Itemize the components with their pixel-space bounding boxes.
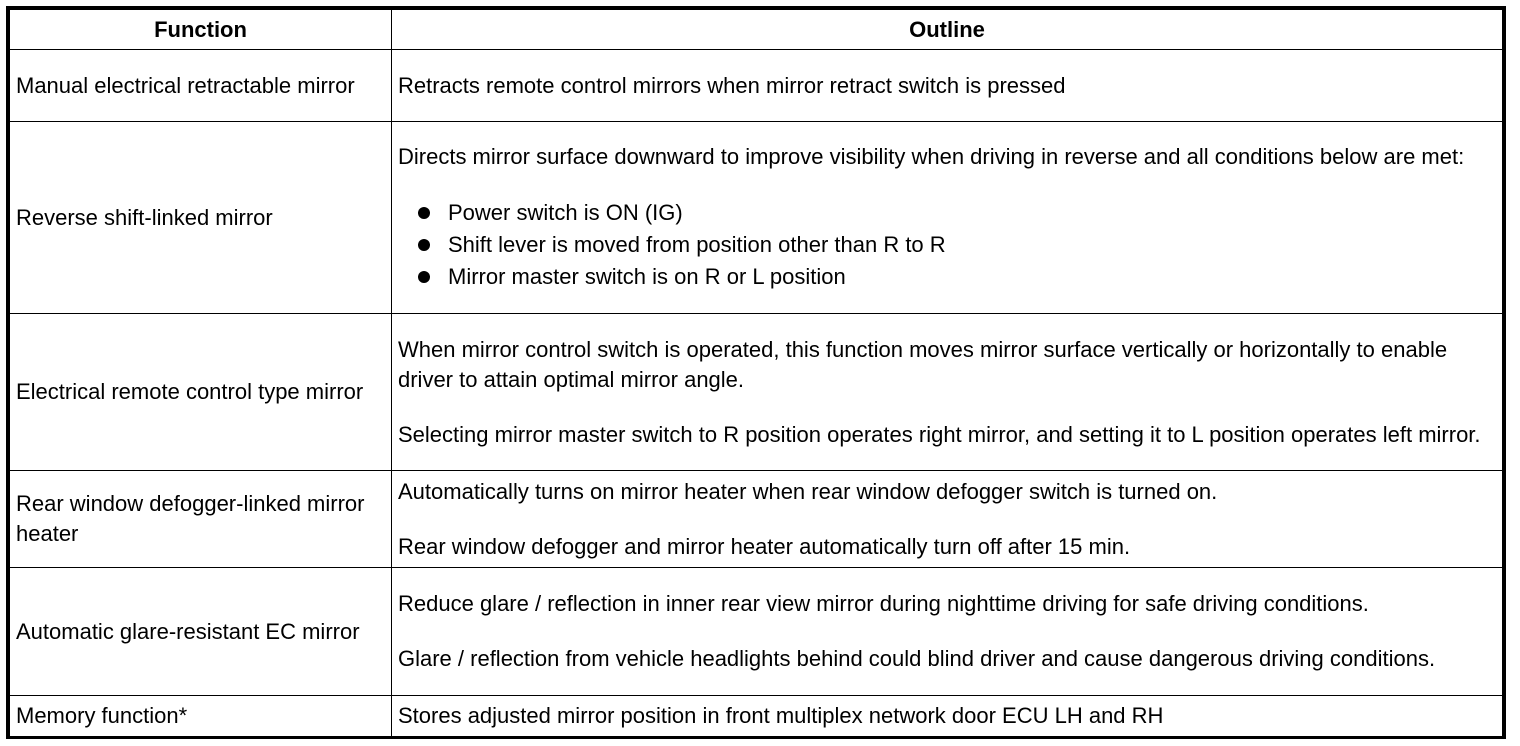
table-row [10,50,1503,122]
list-item-text: Shift lever is moved from position other than R to R [448,232,946,257]
table-row [10,122,1503,314]
bullet-icon [418,207,430,219]
outline-cell [392,314,1503,471]
function-cell: Reverse shift-linked mirror [10,122,392,314]
outline-cell [392,568,1503,696]
outline-text: Rear window defogger and mirror heater automatically turn off after 15 min. [398,533,1131,559]
table-row [10,471,1503,568]
outline-text: When mirror control switch is operated, this function moves mirror surface vertically or horizontally to enable driver to attain optimal mirror angle. [398,336,1448,392]
outline-cell [392,122,1503,314]
function-cell: Manual electrical retractable mirror [10,50,392,122]
function-outline-table [6,6,1506,739]
table-row [10,568,1503,696]
outline-text: Directs mirror surface downward to improve visibility when driving in reverse and all conditions below are met: [398,144,1465,169]
list-item [398,197,1496,229]
function-cell: Rear window defogger-linked mirror heater [10,471,392,568]
header-outline: Outline [392,10,1503,50]
function-cell: Memory function* [10,696,392,737]
condition-list [398,197,1496,293]
function-cell: Automatic glare-resistant EC mirror [10,568,392,696]
outline-cell [392,471,1503,568]
outline-cell [392,696,1503,737]
bullet-icon [418,239,430,251]
outline-text: Stores adjusted mirror position in front multiplex network door ECU LH and RH [398,703,1164,728]
list-item [398,261,1496,293]
list-item [398,229,1496,261]
outline-text: Reduce glare / reflection in inner rear view mirror during nighttime driving for safe driving conditions. [398,591,1369,616]
outline-text: Retracts remote control mirrors when mirror retract switch is pressed [398,72,1066,98]
outline-cell [392,50,1503,122]
bullet-icon [418,271,430,283]
list-item-text: Power switch is ON (IG) [448,200,683,225]
table-header-row [10,10,1503,50]
table [9,9,1503,737]
table-row [10,696,1503,737]
function-cell: Electrical remote control type mirror [10,314,392,471]
header-function: Function [10,10,392,50]
outline-text: Selecting mirror master switch to R position operates right mirror, and setting it to L position operates left mirror. [398,421,1481,447]
outline-text: Automatically turns on mirror heater when rear window defogger switch is turned on. [398,478,1218,504]
table-row [10,314,1503,471]
list-item-text: Mirror master switch is on R or L position [448,264,846,289]
outline-text: Glare / reflection from vehicle headlights behind could blind driver and cause dangerous driving conditions. [398,646,1436,671]
